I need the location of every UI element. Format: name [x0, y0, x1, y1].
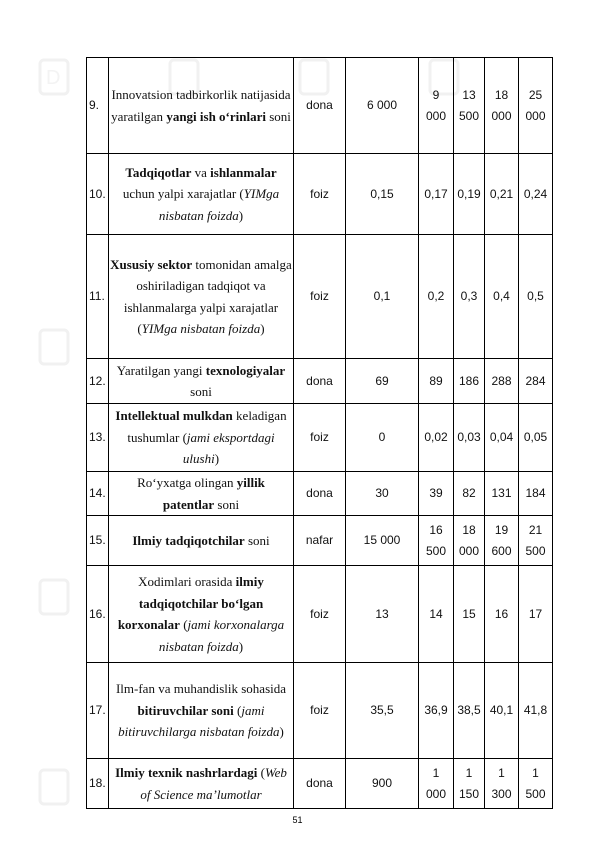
description-segment: yillik patentlar	[162, 475, 265, 512]
target-value-cell-4	[519, 516, 553, 566]
description-segment: Tadqiqotlar	[125, 164, 192, 180]
description-segment: jami korxonalarga nisbatan foizda	[158, 617, 285, 654]
target-value-cell-1	[419, 404, 454, 472]
target-value-cell-3	[485, 516, 519, 566]
target-value-cell-3	[485, 359, 519, 404]
value-part: 9	[432, 87, 440, 102]
value-part: 288	[491, 373, 512, 388]
unit-cell: dona	[294, 759, 346, 809]
svg-text:D: D	[46, 67, 61, 89]
value-part: 16	[494, 606, 509, 621]
value-part: 18	[462, 522, 476, 537]
value-part: 82	[462, 486, 476, 500]
description-segment: tomonidan amalga oshiriladigan tadqiqot va ishlanmalarga yalpi xarajatlar (	[123, 256, 292, 336]
value-part: 000	[425, 108, 447, 123]
table-row	[87, 472, 553, 516]
indicator-description	[109, 516, 294, 566]
description-segment: Innovatsion tadbirkorlik natijasida yaratilgan	[111, 87, 291, 124]
value-part: 38,5	[457, 703, 481, 717]
value-part: 1	[498, 765, 505, 780]
unit-cell: dona	[294, 359, 346, 404]
row-number: 14.	[87, 472, 109, 516]
value-part: 186	[458, 373, 480, 388]
description-segment: Ro‘yxatga olingan	[137, 475, 237, 490]
value-part: 0,2	[427, 289, 445, 303]
value-part: 0,19	[457, 186, 481, 201]
target-value-cell-2	[454, 58, 485, 154]
target-value-cell-3	[485, 58, 519, 154]
target-value-cell-4	[519, 404, 553, 472]
description-segment: Ilm-fan va muhandislik sohasida	[115, 681, 287, 697]
target-value-cell-4	[519, 472, 553, 516]
description-segment: soni	[266, 108, 291, 124]
row-number: 12.	[87, 359, 109, 404]
base-value-cell: 13	[346, 566, 419, 663]
target-value-cell-2	[454, 359, 485, 404]
target-value-cell-4	[519, 759, 553, 809]
description-segment: )	[238, 638, 244, 654]
table-body	[87, 58, 553, 809]
target-value-cell-2	[454, 235, 485, 359]
target-value-cell-2	[454, 516, 485, 566]
target-value-cell-3	[485, 235, 519, 359]
indicator-description	[109, 235, 294, 359]
base-value-cell: 35,5	[346, 663, 419, 759]
table-row	[87, 58, 553, 154]
indicator-description	[109, 58, 294, 154]
value-part: 284	[525, 373, 546, 388]
description-segment: bitiruvchilar soni	[137, 702, 234, 718]
page-number: 51	[292, 815, 303, 825]
value-part: 0,03	[457, 430, 481, 444]
table-row	[87, 516, 553, 566]
target-value-cell-3	[485, 759, 519, 809]
value-part: 21	[528, 522, 543, 537]
description-segment: va	[191, 164, 211, 180]
value-part: 1	[465, 765, 473, 780]
value-part: 0,21	[489, 186, 514, 201]
description-segment: yangi ish o‘rinlari	[166, 108, 266, 124]
value-part: 000	[525, 108, 546, 123]
row-number: 16.	[87, 566, 109, 663]
base-value-cell: 6 000	[346, 58, 419, 154]
indicators-table	[86, 57, 553, 809]
value-part: 0,05	[523, 430, 548, 444]
description-segment: Yaratilgan yangi	[116, 362, 206, 378]
target-value-cell-4	[519, 235, 553, 359]
value-part: 18	[494, 87, 509, 102]
value-part: 000	[491, 108, 512, 123]
target-value-cell-3	[485, 663, 519, 759]
description-segment: Intellektual mulkdan	[115, 408, 233, 424]
target-value-cell-4	[519, 566, 553, 663]
description-segment: texnologiyalar	[205, 362, 286, 378]
value-part: 15	[462, 606, 476, 621]
target-value-cell-4	[519, 359, 553, 404]
value-part: 13	[462, 87, 476, 102]
table-row	[87, 566, 553, 663]
unit-cell: foiz	[294, 154, 346, 235]
row-number: 18.	[87, 759, 109, 809]
unit-cell: dona	[294, 472, 346, 516]
value-part: 300	[491, 786, 512, 801]
description-segment: Ilmiy tadqiqotchilar	[132, 532, 245, 548]
table-row	[87, 663, 553, 759]
value-part: 500	[525, 543, 546, 558]
description-segment: (	[233, 702, 242, 718]
value-part: 14	[429, 606, 443, 621]
indicator-description	[109, 566, 294, 663]
value-part: 1	[432, 765, 440, 780]
description-segment: ilmiy tadqiqotchilar bo‘lgan korxonalar	[117, 574, 264, 632]
value-part: 600	[491, 543, 512, 558]
value-part: 150	[458, 786, 480, 801]
value-part: 184	[525, 486, 546, 500]
description-segment: (	[179, 617, 188, 632]
target-value-cell-1	[419, 472, 454, 516]
unit-cell: dona	[294, 58, 346, 154]
value-part: 0,24	[523, 186, 548, 201]
target-value-cell-3	[485, 472, 519, 516]
indicator-description	[109, 359, 294, 404]
target-value-cell-2	[454, 154, 485, 235]
target-value-cell-2	[454, 566, 485, 663]
value-part: 19	[494, 522, 509, 537]
target-value-cell-4	[519, 663, 553, 759]
value-part: 000	[458, 543, 480, 558]
indicator-description	[109, 663, 294, 759]
value-part: 0,4	[493, 289, 510, 303]
value-part: 0,04	[489, 430, 514, 444]
value-part: 131	[491, 486, 512, 500]
target-value-cell-2	[454, 759, 485, 809]
description-segment: YIMga nisbatan foizda	[141, 321, 261, 336]
row-number: 10.	[87, 154, 109, 235]
target-value-cell-1	[419, 759, 454, 809]
description-segment: jami eksportdagi ulushi	[182, 429, 275, 467]
unit-cell: nafar	[294, 516, 346, 566]
description-segment: Web of Science ma’lumotlar	[140, 765, 287, 802]
target-value-cell-1	[419, 663, 454, 759]
description-segment: )	[238, 207, 244, 223]
target-value-cell-4	[519, 58, 553, 154]
target-value-cell-1	[419, 359, 454, 404]
description-segment: )	[279, 724, 284, 740]
base-value-cell: 0,15	[346, 154, 419, 235]
value-part: 0,02	[424, 430, 448, 444]
description-segment: )	[214, 451, 220, 467]
description-segment: Ilmiy texnik nashrlardagi	[115, 765, 258, 780]
description-segment: ishlanmalar	[210, 164, 277, 180]
description-segment: soni	[190, 384, 212, 399]
value-part: 89	[429, 373, 443, 388]
target-value-cell-2	[454, 663, 485, 759]
target-value-cell-1	[419, 235, 454, 359]
row-number: 13.	[87, 404, 109, 472]
base-value-cell: 15 000	[346, 516, 419, 566]
description-segment: )	[260, 321, 265, 336]
value-part: 0,5	[527, 289, 544, 303]
value-part: 41,8	[523, 703, 548, 717]
description-segment: soni	[214, 496, 240, 512]
table-row	[87, 154, 553, 235]
value-part: 500	[425, 543, 447, 558]
target-value-cell-2	[454, 472, 485, 516]
target-value-cell-3	[485, 404, 519, 472]
indicator-description	[109, 154, 294, 235]
value-part: 0,3	[460, 289, 478, 303]
description-segment: YIMga nisbatan foizda	[158, 186, 280, 223]
row-number: 17.	[87, 663, 109, 759]
value-part: 25	[528, 87, 543, 102]
target-value-cell-3	[485, 566, 519, 663]
target-value-cell-1	[419, 566, 454, 663]
value-part: 16	[429, 522, 443, 537]
value-part: 500	[525, 786, 546, 801]
description-segment: Xususiy sektor	[110, 256, 193, 272]
base-value-cell: 0,1	[346, 235, 419, 359]
unit-cell: foiz	[294, 566, 346, 663]
description-segment: uchun yalpi xarajatlar (	[122, 186, 244, 202]
target-value-cell-1	[419, 154, 454, 235]
table-row	[87, 359, 553, 404]
description-segment: keladigan tushumlar (	[127, 408, 287, 445]
target-value-cell-2	[454, 404, 485, 472]
value-part: 500	[458, 108, 480, 123]
row-number: 11.	[87, 235, 109, 359]
unit-cell: foiz	[294, 404, 346, 472]
target-value-cell-1	[419, 516, 454, 566]
value-part: 17	[528, 606, 543, 621]
value-part: 36,9	[424, 703, 448, 717]
row-number: 15.	[87, 516, 109, 566]
table-row	[87, 404, 553, 472]
unit-cell: foiz	[294, 663, 346, 759]
base-value-cell: 69	[346, 359, 419, 404]
base-value-cell: 900	[346, 759, 419, 809]
target-value-cell-4	[519, 154, 553, 235]
table-row	[87, 759, 553, 809]
unit-cell: foiz	[294, 235, 346, 359]
table-row	[87, 235, 553, 359]
target-value-cell-1	[419, 58, 454, 154]
value-part: 1	[532, 765, 539, 780]
indicator-description	[109, 759, 294, 809]
description-segment: soni	[244, 532, 270, 548]
target-value-cell-3	[485, 154, 519, 235]
row-number: 9.	[87, 58, 109, 154]
indicator-description	[109, 404, 294, 472]
value-part: 39	[429, 486, 443, 500]
description-segment: jami bitiruvchilarga nisbatan foizda	[118, 702, 280, 740]
value-part: 0,17	[424, 186, 448, 201]
base-value-cell: 30	[346, 472, 419, 516]
indicator-description	[109, 472, 294, 516]
description-segment: Xodimlari orasida	[138, 574, 236, 589]
value-part: 40,1	[489, 703, 514, 717]
value-part: 000	[425, 786, 447, 801]
base-value-cell: 0	[346, 404, 419, 472]
description-segment: (	[257, 765, 265, 780]
